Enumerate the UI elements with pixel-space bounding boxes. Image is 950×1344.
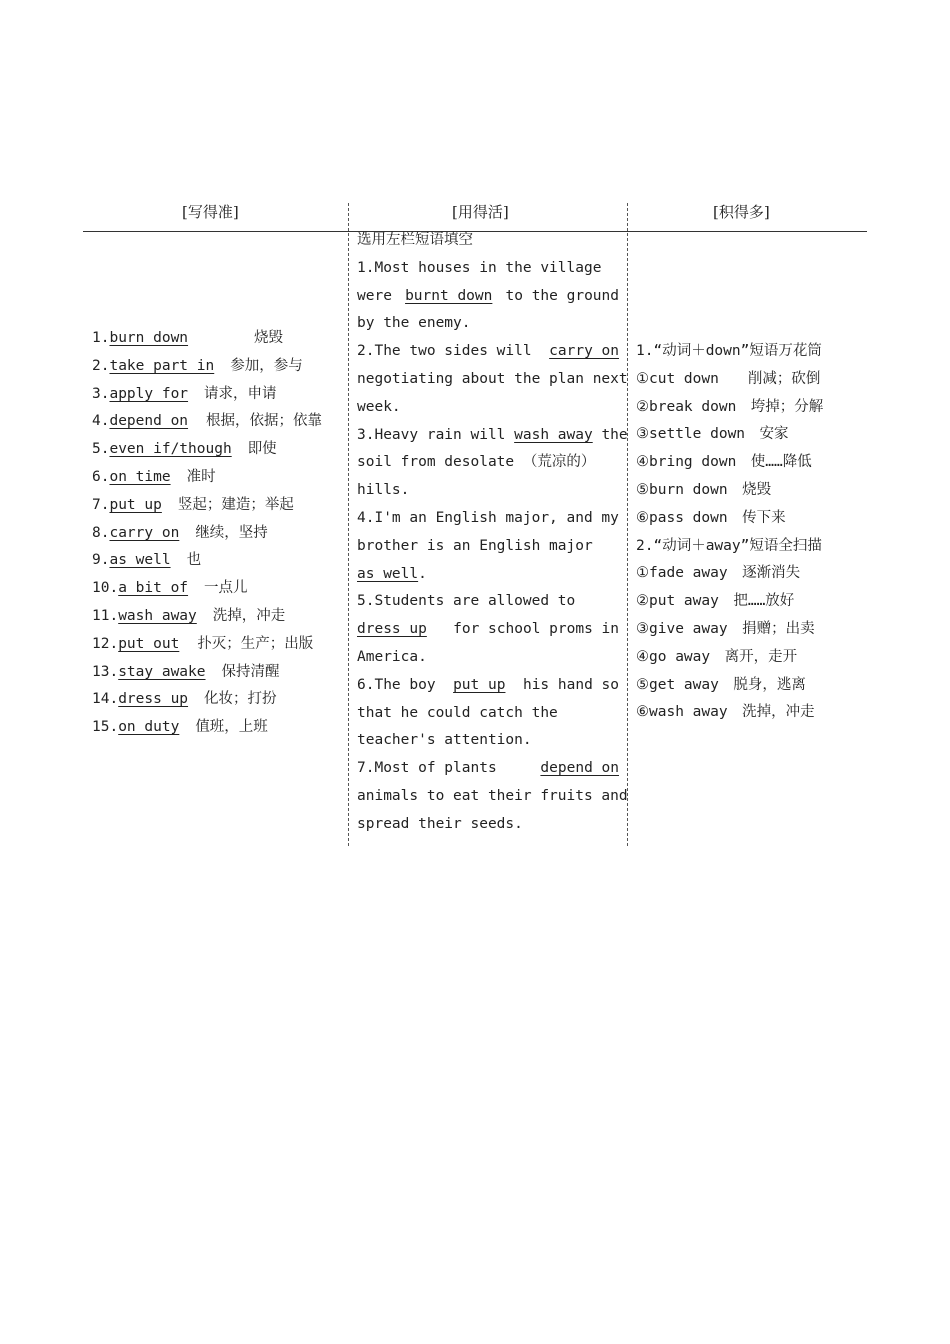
item-phrase: even if/though — [109, 441, 232, 458]
extension-line: 2.“动词＋away”短语全扫描 — [636, 537, 822, 554]
exercise-text: . — [418, 565, 427, 582]
answer-text: dress up — [357, 621, 427, 638]
exercise-line — [357, 561, 619, 589]
item-number: 9. — [92, 552, 110, 569]
column-divider-2 — [627, 203, 628, 846]
extension-line: ①cut down 削减；砍倒 — [636, 370, 821, 387]
extension-line: ③give away 捐赠；出卖 — [636, 620, 815, 637]
item-meaning: 准时 — [186, 468, 216, 485]
exercise-text: week. — [357, 398, 401, 415]
exercise-text: brother is an English major — [357, 537, 593, 554]
exercise-text: teacher's attention. — [357, 732, 532, 749]
item-number: 13. — [92, 663, 119, 680]
exercise-line — [357, 422, 628, 450]
exercise-line — [357, 755, 619, 783]
header-col1: [写得准] — [182, 203, 239, 221]
exercise-line — [357, 700, 619, 728]
answer-text: burnt down — [405, 287, 493, 304]
exercise-text: his hand so — [514, 676, 619, 693]
header-col2: [用得活] — [452, 203, 509, 221]
exercise-line — [357, 727, 619, 755]
exercise-line — [357, 338, 619, 366]
answer-text: depend on — [540, 760, 619, 777]
exercise-text: soil from desolate （荒凉的） — [357, 454, 596, 471]
item-phrase: depend on — [109, 413, 189, 430]
extension-line: ①fade away 逐渐消失 — [636, 565, 801, 582]
item-meaning: 洗掉，冲走 — [212, 607, 286, 624]
item-phrase: a bit of — [118, 580, 189, 597]
phrase-item — [92, 547, 344, 575]
exercise-line — [357, 616, 619, 644]
extension-line: ⑤get away 脱身，逃离 — [636, 676, 806, 693]
extension-line: ④go away 离开，走开 — [636, 648, 798, 665]
exercise-line — [357, 533, 619, 561]
exercise-text: the — [592, 426, 628, 443]
fill-in-exercise — [357, 227, 628, 839]
exercise-line — [357, 477, 619, 505]
exercise-text: were — [357, 287, 401, 304]
exercise-text: to the ground — [496, 287, 619, 304]
exercise-line — [357, 255, 619, 283]
answer-text: put up — [453, 676, 506, 693]
exercise-text: by the enemy. — [357, 315, 471, 332]
phrase-item — [92, 464, 344, 492]
exercise-text: America. — [357, 648, 427, 665]
item-phrase: apply for — [109, 385, 189, 402]
phrase-list — [92, 325, 344, 742]
item-phrase: put up — [109, 496, 162, 513]
exercise-line — [357, 394, 619, 422]
exercise-text: animals to eat their fruits and — [357, 787, 628, 804]
extension-line: ⑤burn down 烧毁 — [636, 481, 772, 498]
item-meaning: 保持清醒 — [221, 663, 280, 680]
exercise-line — [357, 783, 628, 811]
phrase-item — [92, 631, 344, 659]
phrase-item — [92, 686, 344, 714]
item-meaning: 继续，坚持 — [195, 524, 268, 541]
item-number: 5. — [92, 441, 110, 458]
exercise-text: 2.The two sides will — [357, 343, 541, 360]
extension-notes — [636, 338, 864, 727]
phrase-item — [92, 325, 344, 353]
item-meaning: 即使 — [247, 441, 277, 458]
exercise-line — [357, 644, 619, 672]
item-number: 15. — [92, 719, 119, 736]
phrase-item — [92, 520, 344, 548]
item-phrase: wash away — [118, 607, 197, 624]
item-meaning: 根据，依据；依靠 — [206, 413, 323, 430]
item-phrase: on time — [109, 468, 171, 485]
extension-line: ⑥wash away 洗掉，冲走 — [636, 704, 815, 721]
extension-line: 1.“动词＋down”短语万花筒 — [636, 343, 822, 359]
item-number: 6. — [92, 468, 110, 485]
item-meaning: 也 — [186, 552, 202, 569]
phrase-item — [92, 381, 344, 409]
item-number: 12. — [92, 635, 119, 652]
exercise-line — [357, 588, 619, 616]
exercise-text: for school proms in — [444, 621, 619, 638]
column-divider-1 — [348, 203, 349, 846]
phrase-item — [92, 436, 344, 464]
exercise-text: spread their seeds. — [357, 815, 523, 832]
extension-line: ②break down 垮掉；分解 — [636, 398, 824, 415]
item-phrase: carry on — [109, 524, 180, 541]
answer-text: wash away — [514, 426, 593, 443]
header-col3: [积得多] — [713, 203, 770, 221]
exercise-line — [357, 366, 628, 394]
exercise-line — [357, 283, 619, 311]
item-meaning: 参加，参与 — [230, 357, 303, 374]
exercise-text: 6.The boy — [357, 676, 445, 693]
item-meaning: 请求，申请 — [204, 385, 277, 402]
extension-line: ②put away 把……放好 — [636, 593, 795, 610]
exercise-line — [357, 811, 619, 839]
extension-line: ③settle down 安家 — [636, 426, 789, 443]
exercise-text: hills. — [357, 482, 410, 499]
answer-text: as well — [357, 565, 419, 582]
item-phrase: stay awake — [118, 663, 206, 680]
item-meaning: 扑灭；生产；出版 — [197, 635, 314, 652]
phrase-item — [92, 603, 344, 631]
item-number: 11. — [92, 607, 119, 624]
exercise-text: 1.Most houses in the village — [357, 259, 602, 276]
item-meaning: 烧毁 — [254, 330, 284, 346]
exercise-text: 7.Most of plants — [357, 760, 506, 777]
exercise-instruction: 选用左栏短语填空 — [357, 232, 473, 248]
exercise-text: negotiating about the plan next — [357, 370, 628, 387]
exercise-text: 5.Students are allowed to — [357, 593, 576, 610]
item-meaning: 一点儿 — [204, 580, 248, 597]
phrase-item — [92, 353, 344, 381]
phrase-item — [92, 714, 344, 742]
exercise-line — [357, 310, 619, 338]
phrase-item — [92, 659, 344, 687]
item-number: 4. — [92, 413, 110, 430]
item-phrase: as well — [109, 552, 171, 569]
phrase-item — [92, 492, 344, 520]
phrase-item — [92, 575, 344, 603]
item-meaning: 化妆；打扮 — [204, 691, 277, 708]
item-number: 7. — [92, 496, 110, 513]
exercise-line — [357, 449, 619, 477]
exercise-line — [357, 505, 619, 533]
item-number: 10. — [92, 580, 119, 597]
item-phrase: take part in — [109, 357, 215, 374]
exercise-text: that he could catch the — [357, 704, 558, 721]
item-phrase: burn down — [109, 330, 189, 346]
exercise-text: 3.Heavy rain will — [357, 426, 515, 443]
phrase-item — [92, 408, 344, 436]
exercise-text: 4.I'm an English major, and my — [357, 509, 619, 526]
item-number: 8. — [92, 524, 110, 541]
answer-text: carry on — [549, 343, 619, 360]
item-meaning: 竖起；建造；举起 — [177, 496, 294, 513]
item-number: 1. — [92, 330, 110, 346]
item-number: 2. — [92, 357, 110, 374]
extension-line: ⑥pass down 传下来 — [636, 509, 786, 526]
exercise-line — [357, 672, 619, 700]
item-phrase: dress up — [118, 691, 189, 708]
item-number: 3. — [92, 385, 110, 402]
item-meaning: 值班，上班 — [195, 719, 268, 736]
item-number: 14. — [92, 691, 119, 708]
item-phrase: put out — [118, 635, 180, 652]
extension-line: ④bring down 使……降低 — [636, 454, 812, 471]
item-phrase: on duty — [118, 719, 180, 736]
